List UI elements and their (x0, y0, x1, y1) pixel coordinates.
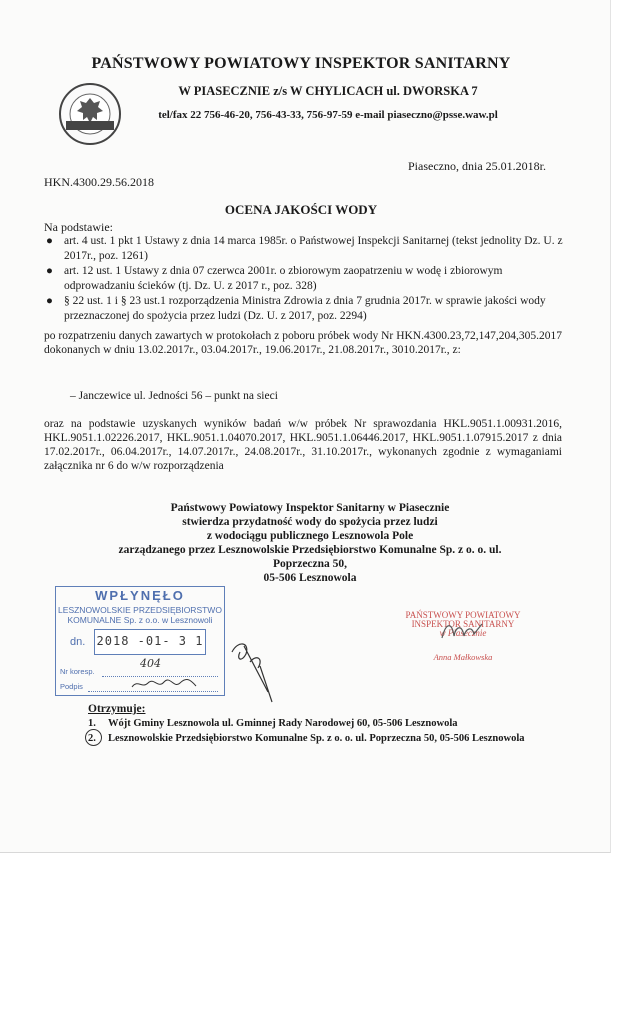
stamp-signature-scribble-icon (130, 677, 200, 691)
official-stamp-line: INSPEKTOR SANITARNY (411, 619, 515, 629)
legal-basis-list (44, 234, 568, 324)
institution-address: W PIASECZNIE z/s W CHYLICACH ul. DWORSKA 7 (178, 84, 478, 98)
conclusion-block (100, 501, 520, 585)
institution-contact: tel/fax 22 756-46-20, 756-43-33, 756-97-59 e-mail piaseczno@psse.waw.pl (158, 109, 498, 121)
recipients-list (88, 716, 524, 746)
official-stamp-line: PAŃSTWOWY POWIATOWY (405, 610, 521, 620)
list-item: ● art. 12 ust. 1 Ustawy z dnia 07 czerwca 2001r. o zbiorowym zaopatrzeniu w wodę i zbiorowym odprowadzaniu ścieków (tj. Dz. U. z 2017 r., poz. 328) (46, 265, 503, 292)
received-stamp (55, 586, 225, 696)
official-signature-icon (440, 618, 484, 644)
stamp-date-box (94, 629, 206, 655)
official-name: Anna Małkowska (433, 652, 493, 662)
bullet-icon: ● (46, 295, 53, 307)
document-title: OCENA JAKOŚCI WODY (224, 202, 378, 217)
bullet-icon: ● (46, 235, 53, 247)
stamp-signature-label: Podpis (60, 682, 83, 691)
conclusion-line: Państwowy Powiatowy Inspektor Sanitarny w Piasecznie (170, 502, 450, 514)
reference-number: HKN.4300.29.56.2018 (44, 175, 154, 189)
recipient-text: Wójt Gminy Lesznowola ul. Gminnej Rady Narodowej 60, 05-506 Lesznowola (108, 718, 458, 729)
stamp-org-line: KOMUNALNE Sp. z o.o. w Lesznowoli (67, 615, 213, 625)
institution-title: PAŃSTWOWY POWIATOWY INSPEKTOR SANITARNY (91, 55, 511, 72)
stamp-date-value: 2018 -01- 3 1 (96, 634, 204, 648)
list-item: ● art. 4 ust. 1 pkt 1 Ustawy z dnia 14 marca 1985r. o Państwowej Inspekcji Sanitarnej (tekst jednolity Dz. U. z 2017r., poz. 1261) (46, 235, 563, 262)
recipients-label: Otrzymuje: (88, 703, 146, 715)
handwritten-initials-icon (228, 632, 278, 704)
stamp-nr-label: Nr koresp. (60, 667, 95, 676)
recipient-number: 1. (88, 718, 96, 729)
stamp-date-label: dn. (70, 636, 86, 648)
recipient-text: Lesznowolskie Przedsiębiorstwo Komunalne Sp. z o. o. ul. Poprzeczna 50, 05-506 Lesznowola (108, 733, 525, 744)
seal-emblem-icon (58, 82, 122, 146)
conclusion-line: zarządzanego przez Lesznowolskie Przedsiębiorstwo Komunalne Sp. z o. o. ul. Poprzeczna 50, (118, 544, 502, 570)
list-item (88, 716, 524, 731)
basis-label: Na podstawie: (44, 220, 113, 234)
recipient-number: 2. (88, 733, 96, 744)
stamp-org-line: LESZNOWOLSKIE PRZEDSIĘBIORSTWO (58, 605, 222, 615)
results-paragraph: oraz na podstawie uzyskanych wyników badań w/w próbek Nr sprawozdania HKL.9051.1.00931.2016, HKL.9051.1.02226.2017, HKL.9051.1.04070.2017, HKL.9051.1.06446.2017, HKL.9051.1.07915.2017 z dnia 17.02.2017r., 06.04.2017r., 14.07.2017r., 24.08.2017r., 31.10.2017r., wykonanych zgodnie z wymaganiami załącznika nr 6 do w/w rozporządzenia (44, 418, 562, 472)
official-stamp-line: w Piasecznie (439, 628, 487, 638)
conclusion-line: 05-506 Lesznowola (263, 572, 357, 584)
document-date: Piaseczno, dnia 25.01.2018r. (408, 159, 546, 173)
divider (88, 691, 218, 692)
list-item (88, 731, 524, 746)
conclusion-line: stwierdza przydatność wody do spożycia przez ludzi (182, 516, 438, 528)
conclusion-line: z wodociągu publicznego Lesznowola Pole (206, 530, 414, 542)
sampling-point: – Janczewice ul. Jedności 56 – punkt na sieci (70, 390, 278, 402)
protocols-paragraph: po rozpatrzeniu danych zawartych w protokołach z poboru próbek wody Nr HKN.4300.23,72,147,204,305.2017 dokonanych w dniu 13.02.2017r., 03.04.2017r., 19.06.2017r., 21.08.2017r., 3010.2017r., z: (44, 330, 562, 356)
stamp-nr-value: 404 (140, 657, 161, 670)
list-item: ● § 22 ust. 1 i § 23 ust.1 rozporządzenia Ministra Zdrowia z dnia 7 grudnia 2017r. w sprawie jakości wody przeznaczonej do spożycia przez ludzi (Dz. U. z 2017, poz. 2294) (46, 295, 546, 322)
bullet-icon: ● (46, 265, 53, 277)
stamp-heading: WPŁYNĘŁO (95, 588, 185, 603)
